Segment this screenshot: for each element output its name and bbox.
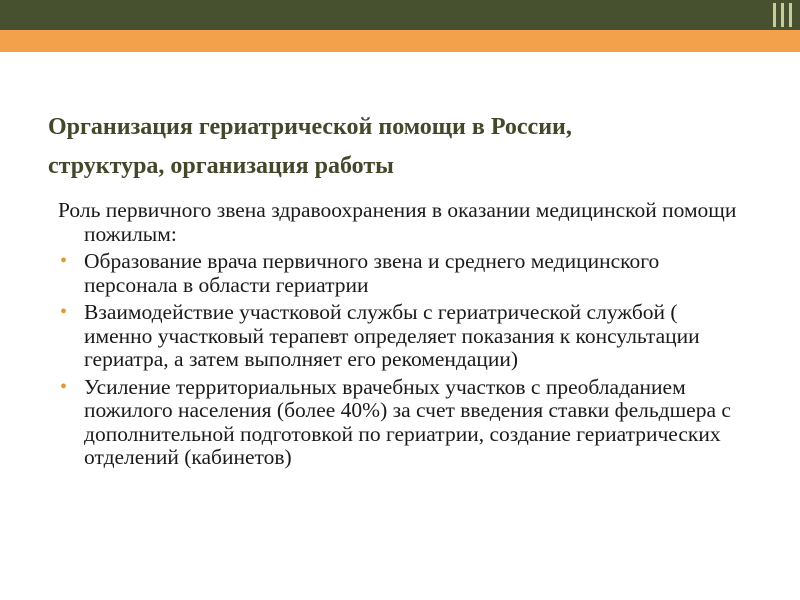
slide-title	[48, 108, 768, 186]
decorative-stripe	[781, 3, 784, 27]
slide-title-line-1: Организация гериатрической помощи в России,	[48, 114, 572, 140]
decorative-stripe	[789, 3, 792, 27]
bullet-text: Усиление территориальных врачебных участков с преобладанием пожилого населения (более 40%) за счет введения ставки фельдшера с дополнительной подготовкой по гериатрии, создание гериатрических отделений (кабинетов)	[84, 374, 731, 469]
bullet-icon: •	[60, 375, 68, 398]
bullet-text: Взаимодействие участковой службы с гериатрической службой ( именно участковый терапевт определяет показания к консультации гериатра, а затем выполняет его рекомендации)	[84, 300, 700, 371]
slide-body	[58, 199, 738, 474]
bullet-icon: •	[60, 250, 68, 272]
slide-title-line-2: структура, организация работы	[48, 153, 394, 179]
bullet-item	[58, 376, 738, 470]
accent-bar	[0, 30, 800, 52]
intro-paragraph: Роль первичного звена здравоохранения в оказании медицинской помощи пожилым:	[58, 198, 737, 246]
header-bar	[0, 0, 800, 30]
bullet-item	[58, 250, 738, 297]
bullet-icon: •	[60, 301, 68, 323]
bullet-item	[58, 301, 738, 372]
decorative-stripe	[773, 3, 776, 27]
bullet-text: Образование врача первичного звена и среднего медицинского персонала в области гериатрии	[84, 249, 660, 297]
